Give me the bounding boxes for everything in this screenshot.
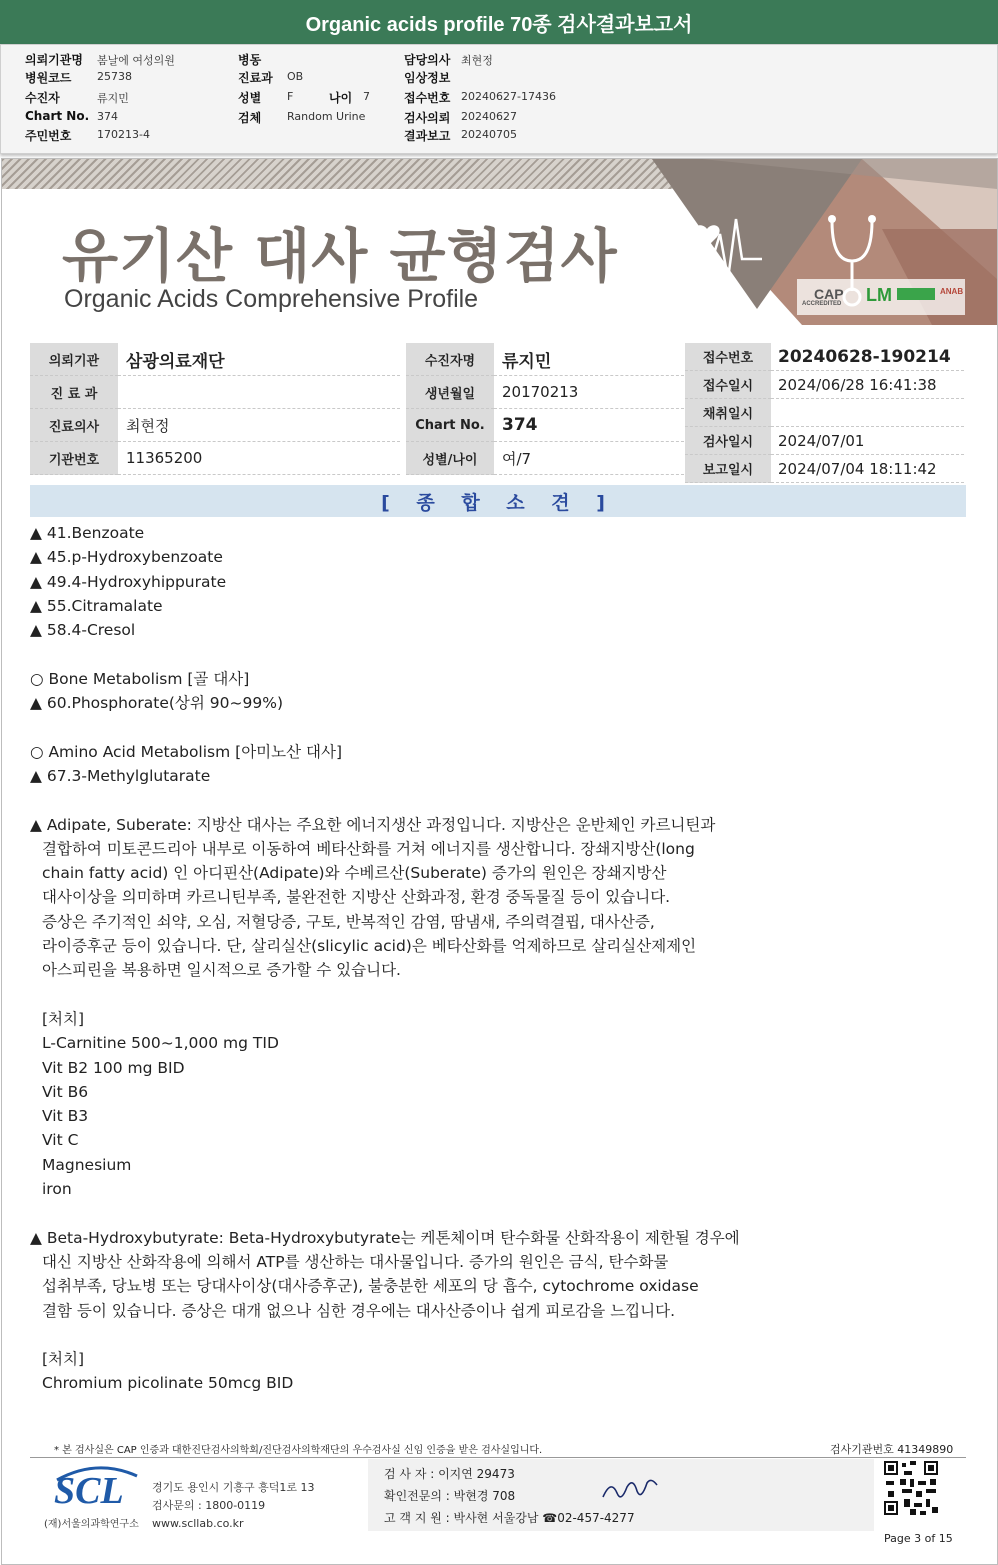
patient-info-label: 성별/나이 — [406, 442, 494, 475]
receipt-info-value: 2024/07/04 18:11:42 — [771, 455, 964, 483]
summary-line: [처치] — [42, 1350, 85, 1369]
top-info-label: 수진자 — [25, 91, 60, 105]
summary-content — [30, 521, 970, 1396]
summary-line: 라이증후군 등이 있습니다. 단, 살리실산(slicylic acid)은 베타산화를 억제하므로 살리실산제제인 — [42, 937, 697, 956]
receipt-info-row — [685, 455, 964, 483]
receipt-info-label: 검사일시 — [685, 427, 771, 455]
summary-line: L-Carnitine 500~1,000 mg TID — [42, 1034, 279, 1053]
qr-code-icon[interactable] — [882, 1459, 940, 1517]
patient-info-value: 류지민 — [494, 343, 684, 376]
top-info-box — [0, 44, 998, 154]
top-info-value: Random Urine — [287, 110, 366, 123]
top-info-value: 류지민 — [97, 92, 129, 105]
anab-logo-text: ANAB — [940, 287, 964, 296]
receipt-info-label: 채취일시 — [685, 399, 771, 427]
age-label: 나이 — [329, 91, 353, 105]
patient-info-label: 생년월일 — [406, 376, 494, 409]
patient-info-row — [30, 409, 684, 442]
patient-info-value: 삼광의료재단 — [118, 343, 400, 376]
top-info-value: 20240627 — [461, 110, 517, 123]
patient-info-label: 기관번호 — [30, 442, 118, 475]
banner-title-ko: 유기산 대사 균형검사 — [62, 222, 618, 290]
summary-line: 섭취부족, 당뇨병 또는 당대사이상(대사증후군), 불충분한 세포의 당 흡수, cytochrome oxidase — [42, 1277, 699, 1296]
report-title: Organic acids profile 70종 검사결과보고서 — [0, 0, 998, 44]
top-info-label: 결과보고 — [404, 129, 451, 143]
footer-divider — [30, 1457, 966, 1458]
scl-logo-sub: (재)서울의과학연구소 — [44, 1519, 139, 1530]
patient-info-value: 374 — [494, 409, 684, 442]
receipt-info-value: 2024/07/01 — [771, 427, 964, 455]
receipt-info-value — [771, 399, 964, 427]
patient-info-label: 진 료 과 — [30, 376, 118, 409]
summary-line: Vit B2 100 mg BID — [42, 1058, 185, 1077]
examiner-line: 검 사 자 : 이지연 29473 — [384, 1467, 515, 1481]
top-info-label: 주민번호 — [25, 129, 72, 143]
summary-line: ▲ 49.4-Hydroxyhippurate — [30, 572, 227, 591]
summary-line — [30, 642, 970, 666]
summary-line: ▲ 55.Citramalate — [30, 596, 163, 615]
receipt-info-row — [685, 427, 964, 455]
summary-line: Vit C — [42, 1131, 79, 1150]
patient-info-label: 수진자명 — [406, 343, 494, 376]
patient-info-value: 최현정 — [118, 409, 400, 442]
summary-line: ▲ 45.p-Hydroxybenzoate — [30, 548, 223, 567]
summary-header: [ 종 합 소 견 ] — [30, 485, 966, 517]
top-info-label: 진료과 — [238, 71, 273, 85]
summary-line: Magnesium — [42, 1155, 132, 1174]
patient-info-label: 의뢰기관 — [30, 343, 118, 376]
top-info-value: 20240705 — [461, 128, 517, 141]
summary-line: 대신 지방산 산화작용에 의해서 ATP를 생산하는 대사물입니다. 증가의 원인은 금식, 탄수화물 — [42, 1252, 669, 1271]
phone-line: 검사문의 : 1800-0119 — [152, 1499, 266, 1512]
cap-logo-sub: ACCREDITED — [802, 301, 842, 307]
summary-line: ▲ 58.4-Cresol — [30, 621, 136, 640]
top-info-value: 최현정 — [461, 54, 493, 67]
kola-logo — [897, 288, 935, 300]
address-line: 경기도 용인시 기흥구 흥덕1로 13 — [152, 1481, 315, 1494]
top-info-label: Chart No. — [25, 109, 90, 123]
footer-address — [152, 1479, 315, 1533]
top-info-value: 봄날에 여성의원 — [97, 54, 175, 67]
summary-line: ▲ 60.Phosphorate(상위 90~99%) — [30, 694, 283, 713]
lm-logo-text: LM — [866, 285, 892, 305]
summary-line: Vit B3 — [42, 1107, 89, 1126]
receipt-info-value: 20240628-190214 — [771, 343, 964, 371]
banner-title-en: Organic Acids Comprehensive Profile — [64, 285, 479, 313]
top-info-label: 검사의뢰 — [404, 111, 451, 125]
institution-number: 검사기관번호 41349890 — [830, 1443, 954, 1456]
website-link[interactable]: www.scllab.co.kr — [152, 1517, 244, 1530]
top-info-value: 25738 — [97, 70, 132, 83]
patient-info-value: 여/7 — [494, 442, 684, 475]
patient-info-table — [30, 343, 684, 475]
summary-line: ▲ 41.Benzoate — [30, 524, 145, 542]
summary-line: 아스피린을 복용하면 일시적으로 증가할 수 있습니다. — [42, 961, 401, 980]
summary-line: ○ Bone Metabolism [골 대사] — [30, 669, 250, 688]
summary-line — [30, 715, 970, 739]
summary-line: iron — [42, 1180, 72, 1199]
footer-note: * 본 검사실은 CAP 인증과 대한진단검사의학회/진단검사의학재단의 우수검사실 신임 인증을 받은 검사실입니다. — [54, 1445, 543, 1456]
patient-info-row — [30, 376, 684, 409]
summary-line: ○ Amino Acid Metabolism [아미노산 대사] — [30, 742, 343, 761]
summary-line: 결합하여 미토콘드리아 내부로 이동하여 베타산화를 거쳐 에너지를 생산합니다. 장쇄지방산(long — [42, 839, 695, 858]
top-info-label: 병원코드 — [25, 71, 72, 85]
summary-line: Chromium picolinate 50mcg BID — [42, 1374, 294, 1393]
summary-line — [30, 788, 970, 812]
receipt-info-value: 2024/06/28 16:41:38 — [771, 371, 964, 399]
banner — [2, 159, 997, 329]
top-info-label: 검체 — [238, 111, 262, 125]
top-info-value: 374 — [97, 110, 118, 123]
summary-line — [30, 1323, 970, 1347]
top-info-label: 성별 — [238, 91, 262, 105]
summary-line: ▲ Adipate, Suberate: 지방산 대사는 주요한 에너지생산 과정입니다. 지방산은 운반체인 카르니틴과 — [30, 815, 716, 834]
page-number: Page 3 of 15 — [884, 1532, 953, 1545]
summary-line: chain fatty acid) 인 아디핀산(Adipate)와 수베르산(Suberate) 증가의 원인은 장쇄지방산 — [42, 864, 667, 883]
top-info-label: 의뢰기관명 — [25, 53, 83, 67]
report-page — [1, 158, 998, 1565]
top-info-value: OB — [287, 70, 304, 83]
receipt-info-label: 보고일시 — [685, 455, 771, 483]
summary-line: ▲ Beta-Hydroxybutyrate: Beta-Hydroxybutyrate는 케톤체이며 탄수화물 산화작용이 제한될 경우에 — [30, 1228, 740, 1247]
top-info-label: 임상정보 — [404, 71, 451, 85]
summary-line: 대사이상을 의미하며 카르니틴부족, 불완전한 지방산 산화과정, 환경 중독물질 등이 있습니다. — [42, 888, 671, 907]
summary-line: 증상은 주기적인 쇠약, 오심, 저혈당증, 구토, 반복적인 감염, 땀냄새, 주의력결핍, 대사산증, — [42, 912, 655, 931]
summary-line: Vit B6 — [42, 1082, 89, 1101]
top-info-label: 담당의사 — [404, 53, 451, 67]
specialist-line: 확인전문의 : 박현경 708 — [384, 1489, 516, 1503]
cap-logo-text: CAP — [814, 286, 844, 302]
top-info-value: 170213-4 — [97, 128, 150, 141]
top-info-value: 20240627-17436 — [461, 90, 556, 103]
patient-info-label: 진료의사 — [30, 409, 118, 442]
summary-line — [30, 983, 970, 1007]
summary-line: 결함 등이 있습니다. 증상은 대개 없으나 심한 경우에는 대사산증이나 쉽게 피로감을 느낍니다. — [42, 1301, 676, 1320]
summary-line: ▲ 67.3-Methylglutarate — [30, 766, 211, 785]
patient-info-value — [118, 376, 400, 409]
receipt-info-label: 접수번호 — [685, 343, 771, 371]
patient-info-row — [30, 343, 684, 376]
receipt-info-row — [685, 343, 964, 371]
patient-info-label: Chart No. — [406, 409, 494, 442]
top-info-label: 접수번호 — [404, 91, 451, 105]
scl-logo: SCL — [54, 1470, 124, 1512]
summary-line: [처치] — [42, 1009, 85, 1028]
top-info-label: 병동 — [238, 53, 262, 67]
receipt-info-row — [685, 399, 964, 427]
receipt-info-label: 접수일시 — [685, 371, 771, 399]
age-value: 7 — [363, 90, 370, 103]
receipt-info-row — [685, 371, 964, 399]
top-info-value: F — [287, 90, 294, 103]
patient-info-value: 20170213 — [494, 376, 684, 409]
patient-info-row — [30, 442, 684, 475]
support-line: 고 객 지 원 : 박사현 서울강남 ☎02-457-4277 — [384, 1511, 635, 1525]
summary-line — [30, 1201, 970, 1225]
handwritten-signature — [600, 1477, 660, 1507]
patient-info-value: 11365200 — [118, 442, 400, 475]
receipt-info-table — [685, 343, 964, 483]
